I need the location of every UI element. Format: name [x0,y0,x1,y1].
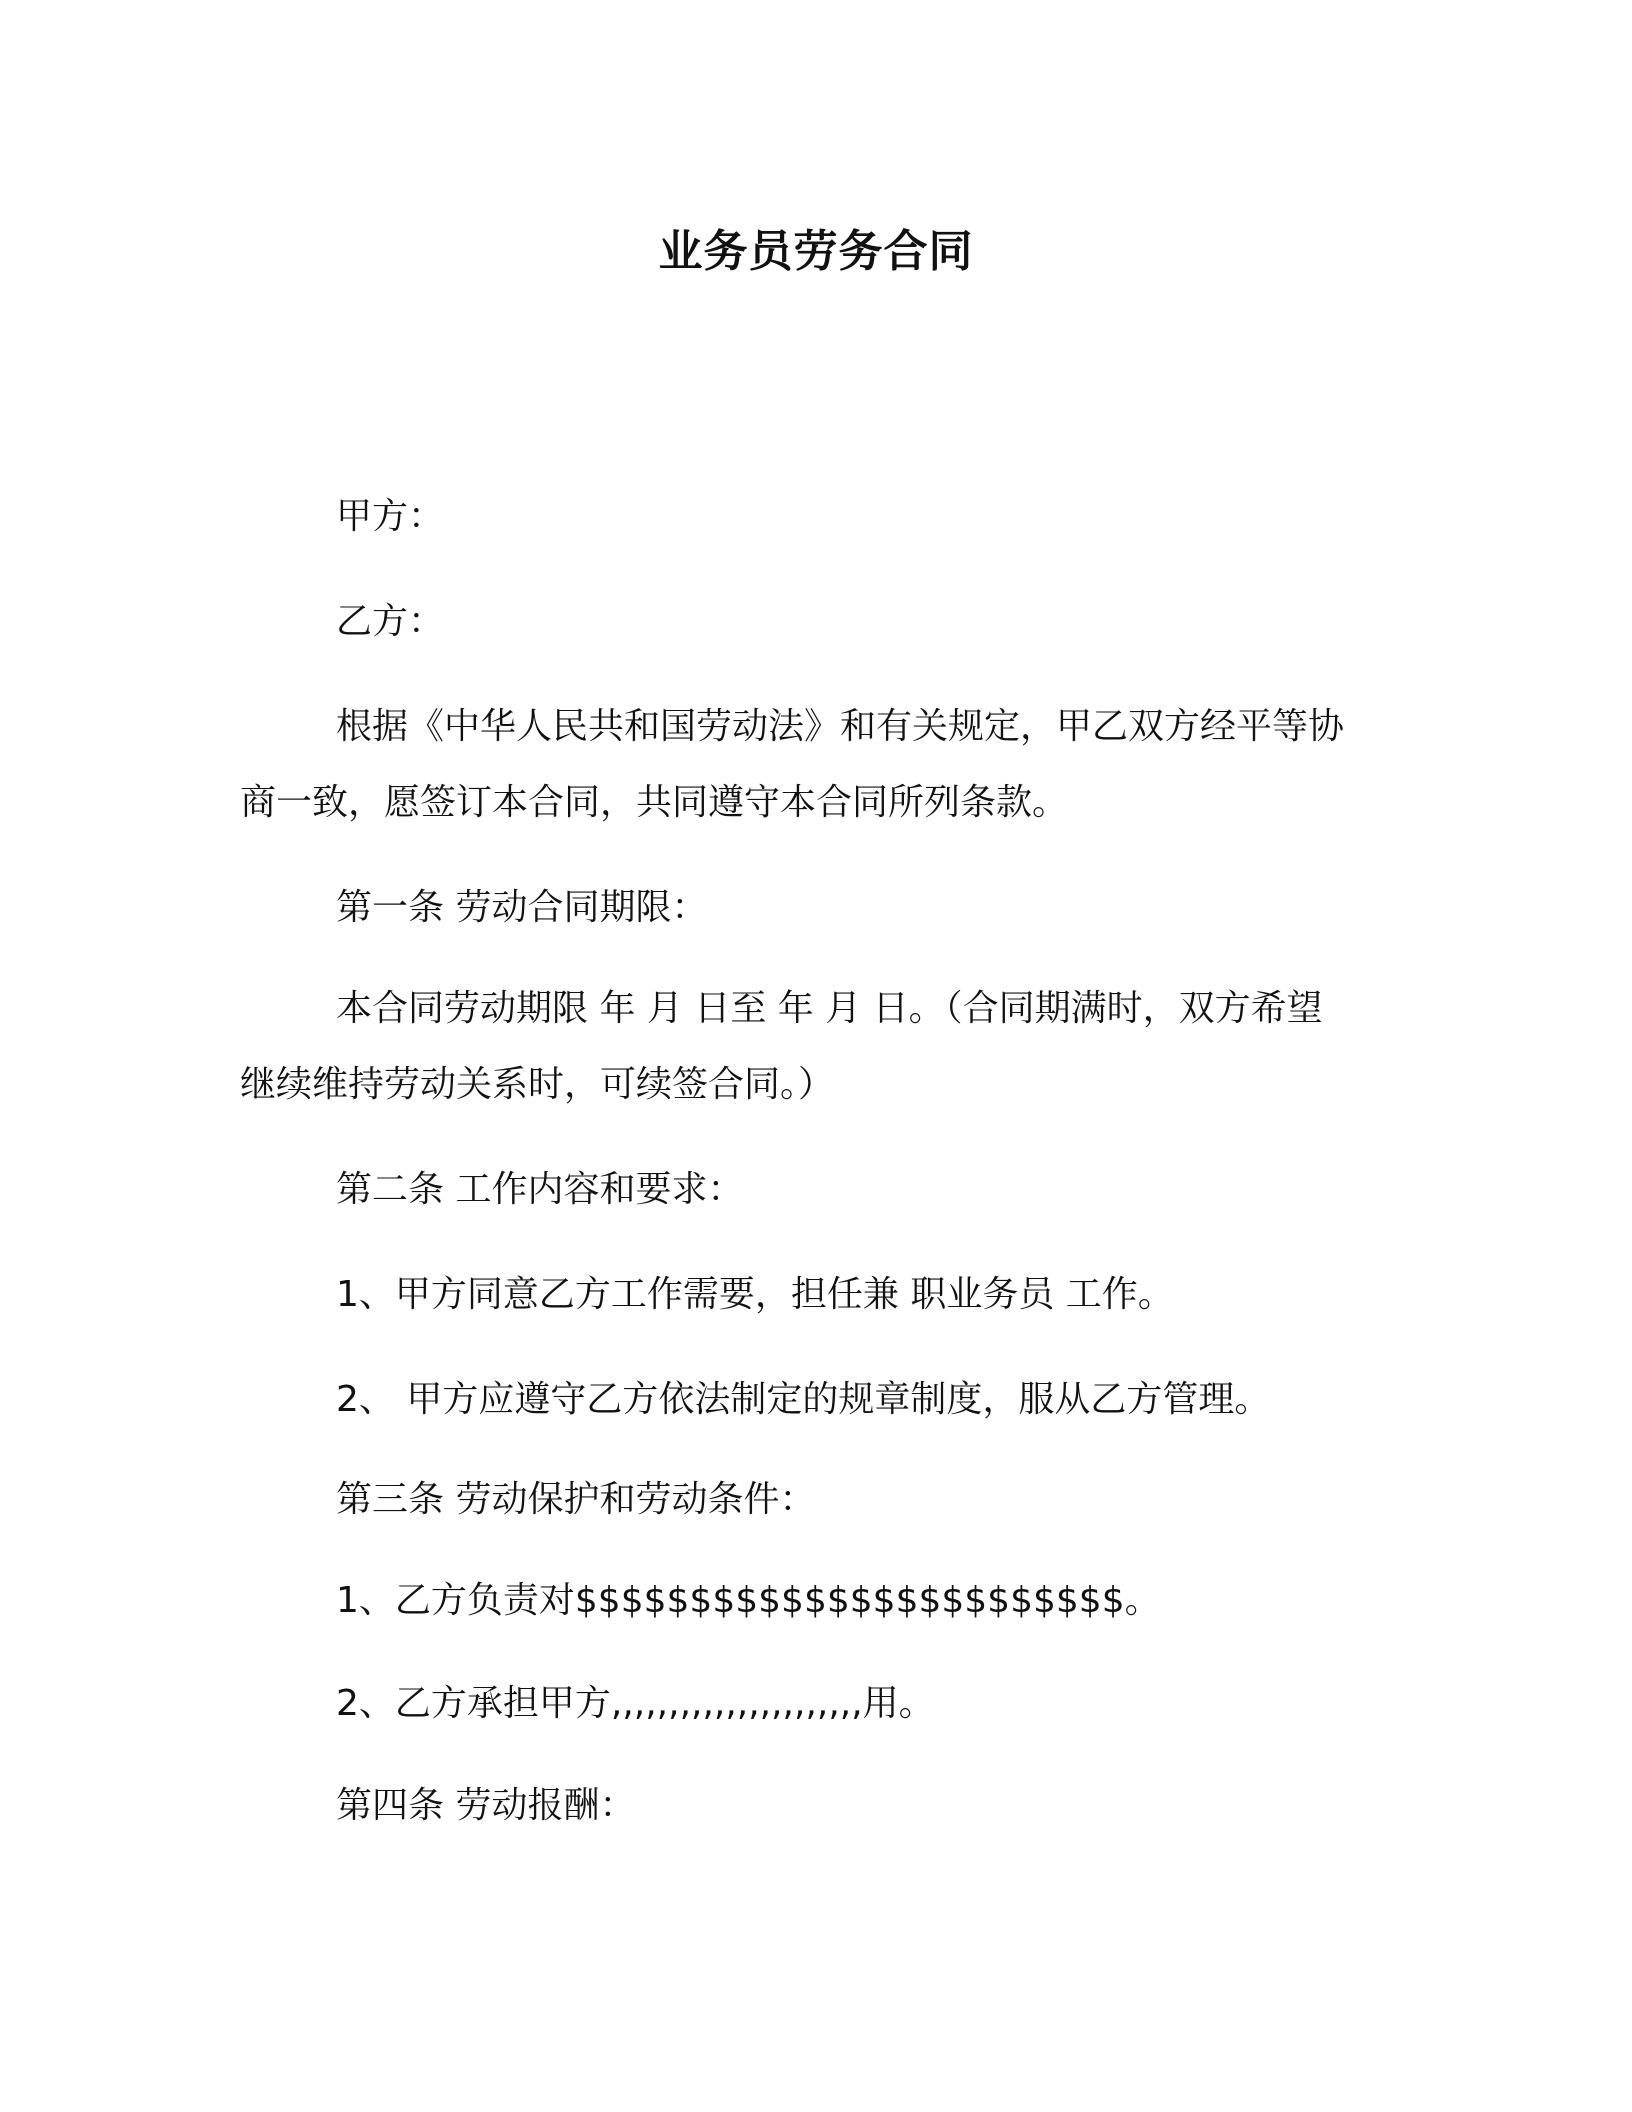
article-3-heading: 第三条 劳动保护和劳动条件： [336,1479,816,1520]
article-2-item-1: 1、甲方同意乙方工作需要，担任兼 职业务员 工作。 [336,1274,1174,1315]
article-1-heading: 第一条 劳动合同期限： [336,887,708,928]
article-3-item-1: 1、乙方负责对$$$$$$$$$$$$$$$$$$$$$$$$。 [336,1580,1161,1621]
article-4-heading: 第四条 劳动报酬： [336,1785,636,1826]
party-a-label: 甲方： [336,496,445,537]
article-2-heading: 第二条 工作内容和要求： [336,1169,744,1210]
article-3-item-2: 2、乙方承担甲方,,,,,,,,,,,,,,,,,,,,,,用。 [336,1683,935,1724]
intro-paragraph-line-1: 根据《中华人民共和国劳动法》和有关规定，甲乙双方经平等协 [336,706,1345,747]
article-1-line-2: 继续维持劳动关系时，可续签合同。） [240,1064,835,1105]
article-2-item-2: 2、 甲方应遵守乙方依法制定的规章制度，服从乙方管理。 [336,1379,1271,1420]
intro-paragraph-line-2: 商一致，愿签订本合同，共同遵守本合同所列条款。 [240,782,1069,823]
document-title: 业务员劳务合同 [658,226,974,277]
article-1-line-1: 本合同劳动期限 年 月 日至 年 月 日。（合同期满时，双方希望 [336,988,1323,1029]
party-b-label: 乙方： [336,601,445,642]
